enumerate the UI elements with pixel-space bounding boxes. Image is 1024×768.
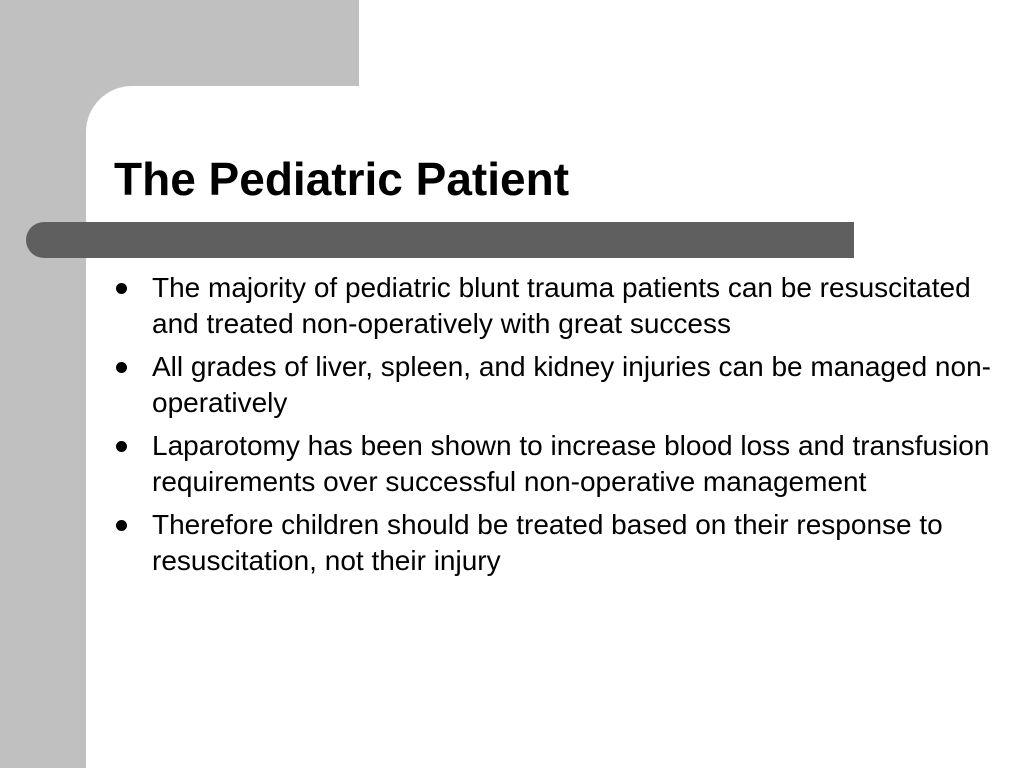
bullet-item bbox=[112, 270, 992, 342]
bullet-item bbox=[112, 349, 992, 421]
bullet-item bbox=[112, 428, 992, 500]
bullet-list bbox=[112, 270, 992, 586]
bullet-dot-icon bbox=[116, 441, 127, 452]
bullet-dot-icon bbox=[116, 362, 127, 373]
bullet-item bbox=[112, 507, 992, 579]
bullet-dot-icon bbox=[116, 520, 127, 531]
slide-title: The Pediatric Patient bbox=[114, 153, 570, 205]
bullet-text: Therefore children should be treated based on their response to resuscitation, not their injury bbox=[152, 509, 943, 576]
bullet-text: The majority of pediatric blunt trauma patients can be resuscitated and treated non-operatively with great success bbox=[152, 272, 971, 339]
title-underline-bar bbox=[26, 222, 854, 258]
bullet-text: Laparotomy has been shown to increase blood loss and transfusion requirements over successful non-operative management bbox=[152, 430, 990, 497]
bullet-dot-icon bbox=[116, 283, 127, 294]
bullet-text: All grades of liver, spleen, and kidney injuries can be managed non-operatively bbox=[152, 351, 991, 418]
